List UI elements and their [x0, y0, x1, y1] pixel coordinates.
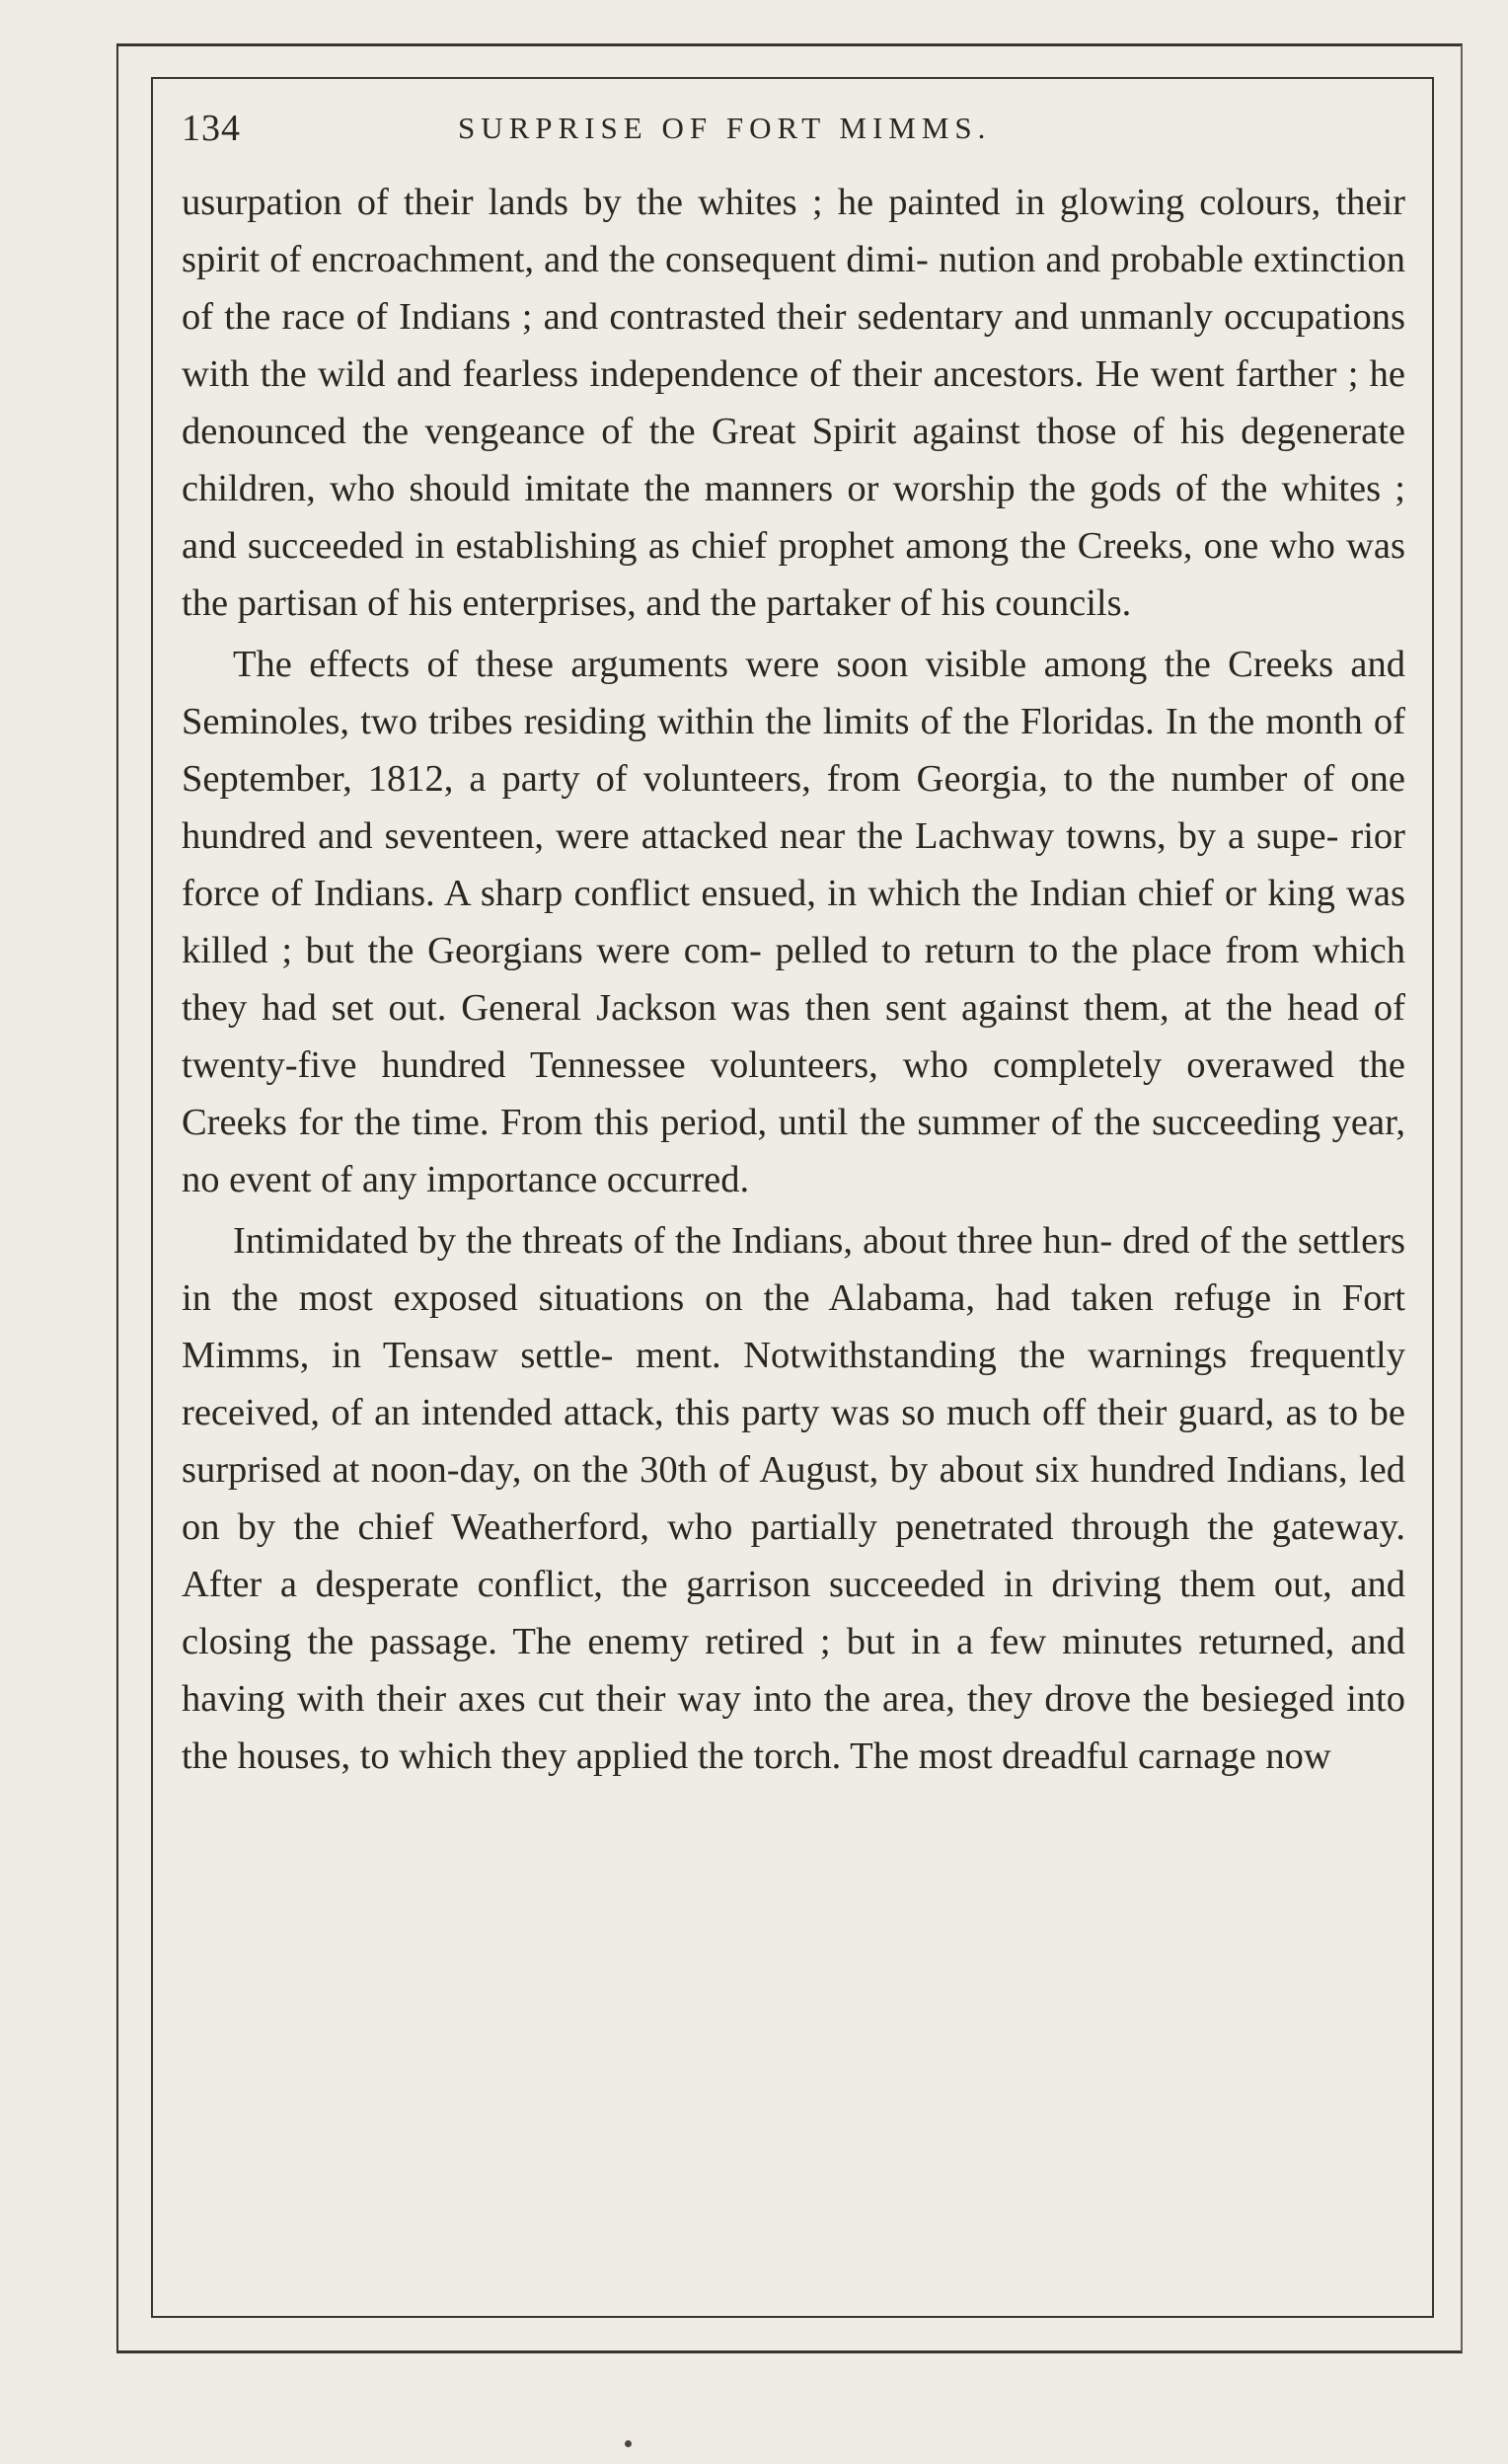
- paragraph-2: The effects of these arguments were soon visible among the Creeks and Seminoles, two tribes residing within the limits of the Floridas. In the month of September, 1812, a party of volunteers, from Georgia, to the number of one hundred and seventeen, were attacked near the Lachway towns, by a supe- rior force of Indians. A sharp conflict ensued, in which the Indian chief or king was killed ; but the Georgians were com- pelled to return to the place from which they had set out. General Jackson was then sent against them, at the head of twenty-five hundred Tennessee volunteers, who completely overawed the Creeks for the time. From this period, until the summer of the succeeding year, no event of any importance occurred.: [182, 644, 1405, 1200]
- body-text: [182, 174, 1405, 1785]
- ink-speck: [625, 2440, 632, 2447]
- running-head: SURPRISE OF FORT MIMMS.: [458, 111, 992, 145]
- paragraph-1: usurpation of their lands by the whites ; he painted in glowing colours, their spirit of encroachment, and the consequent dimi- nution and probable extinction of the race of Indians ; and contrasted their sedentary and unmanly occupations with the wild and fearless independence of their ancestors. He went farther ; he denounced the vengeance of the Great Spirit against those of his degenerate children, who should imitate the manners or worship the gods of the whites ; and succeeded in establishing as chief prophet among the Creeks, one who was the partisan of his enterprises, and the partaker of his councils.: [182, 182, 1405, 624]
- paragraph-3: Intimidated by the threats of the Indians, about three hun- dred of the settlers in the most exposed situations on the Alabama, had taken refuge in Fort Mimms, in Tensaw settle- ment. Notwithstanding the warnings frequently received, of an intended attack, this party was so much off their guard, as to be surprised at noon-day, on the 30th of August, by about six hundred Indians, led on by the chief Weatherford, who partially penetrated through the gateway. After a desperate conflict, the garrison succeeded in driving them out, and closing the passage. The enemy retired ; but in a few minutes returned, and having with their axes cut their way into the area, they drove the besieged into the houses, to which they applied the torch. The most dreadful carnage now: [182, 1220, 1405, 1777]
- page-number: 134: [182, 108, 241, 149]
- page-header: [182, 99, 1405, 158]
